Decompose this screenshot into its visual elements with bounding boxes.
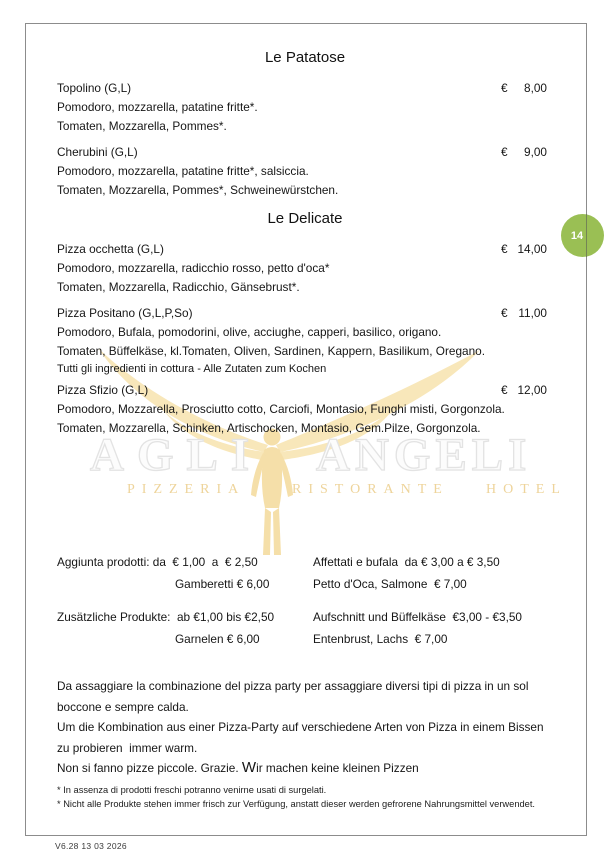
item-name: Cherubini (G,L) (57, 145, 138, 159)
extras-zusaetzliche-produkte: Zusätzliche Produkte: ab €1,00 bis €2,50 (57, 610, 275, 624)
price-amount: 14,00 (517, 242, 547, 256)
item-desc-italian: Pomodoro, mozzarella, patatine fritte*, salsiccia. (57, 164, 309, 178)
menu-item-pizza-positano (57, 304, 547, 378)
item-desc-german: Tomaten, Mozzarella, Schinken, Artischocken, Montasio, Gem.Pilze, Gorgonzola. (57, 421, 481, 435)
extras-gamberetti: Gamberetti € 6,00 (175, 577, 270, 591)
item-desc-german: Tomaten, Mozzarella, Pommes*, Schweinewürstchen. (57, 183, 339, 197)
item-desc-german: Tomaten, Mozzarella, Pommes*. (57, 119, 227, 133)
pizza-party-text-italian: Da assaggiare la combinazione del pizza party per assaggiare diversi tipi di pizza in un sol boccone e sempre calda. (57, 679, 532, 714)
footnotes (57, 784, 549, 812)
item-desc-german: Tomaten, Mozzarella, Radicchio, Gänsebrust*. (57, 280, 300, 294)
currency-symbol: € (501, 306, 508, 320)
currency-symbol: € (501, 383, 508, 397)
price-amount: 9,00 (524, 145, 547, 159)
watermark-subtitle-pizzeria: PIZZERIA (127, 482, 246, 497)
price-amount: 11,00 (518, 306, 547, 320)
footnote-german: * Nicht alle Produkte stehen immer frisch zur Verfügung, anstatt dieser werden gefrorene Nahrungsmittel verwendet. (57, 798, 535, 809)
currency-symbol: € (501, 81, 508, 95)
item-price (501, 381, 547, 400)
menu-item-topolino (57, 79, 547, 136)
page-number-badge (561, 214, 604, 257)
extras-aggiunta-prodotti: Aggiunta prodotti: da € 1,00 a € 2,50 (57, 555, 258, 569)
extras-petto-oca-salmone: Petto d'Oca, Salmone € 7,00 (313, 577, 467, 591)
no-small-pizzas-line (57, 758, 549, 779)
item-name: Pizza Positano (G,L,P,So) (57, 306, 193, 320)
price-amount: 12,00 (517, 383, 547, 397)
currency-symbol: € (501, 145, 508, 159)
menu-item-cherubini (57, 143, 547, 200)
item-name: Topolino (G,L) (57, 81, 132, 95)
extras-row (57, 553, 552, 572)
page-border-over-badge (586, 214, 587, 257)
extras-row (57, 608, 552, 627)
pizza-party-text-german: Um die Kombination aus einer Pizza-Party auf verschiedene Arten von Pizza in einem Bissen zu probieren immer warm. (57, 720, 547, 755)
extras-affettati-bufala: Affettati e bufala da € 3,00 a € 3,50 (313, 555, 500, 569)
item-desc-italian: Pomodoro, Mozzarella, Prosciutto cotto, Carciofi, Montasio, Funghi misti, Gorgonzola. (57, 402, 505, 416)
currency-symbol: € (501, 242, 508, 256)
page-number: 14 (570, 229, 584, 242)
item-desc-italian: Pomodoro, mozzarella, patatine fritte*. (57, 100, 258, 114)
extras-row (57, 630, 552, 649)
price-amount: 8,00 (524, 81, 547, 95)
version-label: V6.28 13 03 2026 (55, 841, 127, 851)
item-desc-italian: Pomodoro, mozzarella, radicchio rosso, petto d'oca* (57, 261, 330, 275)
item-price (501, 304, 547, 323)
item-price (501, 79, 547, 98)
section-title-le-patatose: Le Patatose (264, 49, 346, 66)
watermark-subtitle-hotel: HOTEL (486, 482, 567, 497)
menu-item-pizza-sfizio (57, 381, 547, 438)
item-price (501, 143, 547, 162)
item-desc-german: Tomaten, Büffelkäse, kl.Tomaten, Oliven, Sardinen, Kappern, Basilikum, Oregano. (57, 344, 485, 358)
item-price (501, 240, 547, 259)
extras-aufschnitt-bueffelkaese: Aufschnitt und Büffelkäse €3,00 - €3,50 (313, 610, 522, 624)
item-name: Pizza Sfizio (G,L) (57, 383, 149, 397)
footnote-italian: * In assenza di prodotti freschi potranno venirne usati di surgelati. (57, 785, 327, 795)
info-paragraphs (57, 676, 549, 779)
extras-garnelen: Garnelen € 6,00 (175, 632, 260, 646)
no-small-pizzas-german: Wir machen keine kleinen Pizzen (241, 759, 419, 776)
watermark-word-angeli: ANGELI (316, 429, 532, 481)
extras-entenbrust-lachs: Entenbrust, Lachs € 7,00 (313, 632, 448, 646)
item-name: Pizza occhetta (G,L) (57, 242, 164, 256)
no-small-pizzas-italian: Non si fanno pizze piccole. Grazie. (57, 761, 239, 775)
menu-item-pizza-occhetta (57, 240, 547, 297)
watermark-subtitle-ristorante: RISTORANTE (292, 482, 449, 497)
watermark-word-agli: AGLI (90, 429, 263, 481)
extras-row (57, 575, 552, 594)
section-title-le-delicate: Le Delicate (267, 210, 343, 227)
item-cooking-note: Tutti gli ingredienti in cottura - Alle Zutaten zum Kochen (57, 363, 327, 375)
item-desc-italian: Pomodoro, Bufala, pomodorini, olive, acciughe, capperi, basilico, origano. (57, 325, 442, 339)
